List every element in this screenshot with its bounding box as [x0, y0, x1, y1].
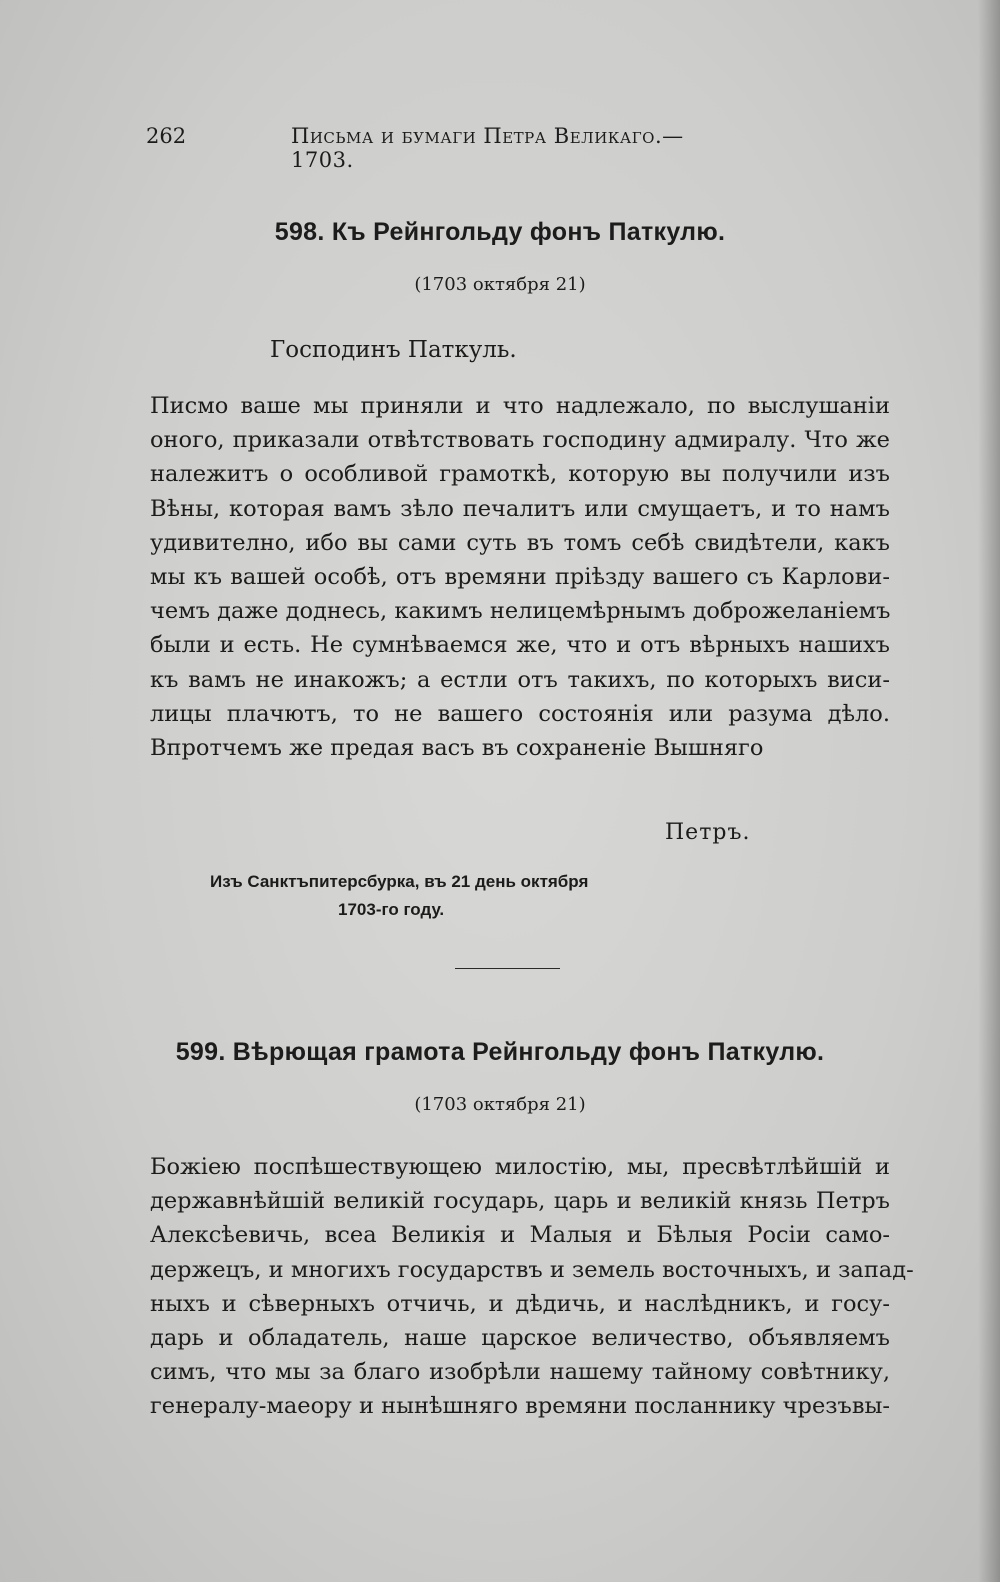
body-line: чемъ даже доднесь, какимъ нелицемѣрнымъ доброжеланiемъ: [150, 598, 891, 625]
body-line: мы къ вашей особѣ, отъ времяни прiѣзду вашего съ Карлови-: [150, 563, 890, 590]
place-date-line-2: 1703-го году.: [338, 900, 445, 919]
letter-599-body: [150, 1150, 914, 1424]
body-line: удивително, ибо вы сами суть въ томъ себѣ свидѣтели, какъ: [150, 529, 890, 556]
body-line: симъ, что мы за благо изобрѣли нашему тайному совѣтнику,: [150, 1359, 890, 1386]
body-line: Божiею поспѣшествующею милостiю, мы, пресвѣтлѣйшiй и: [150, 1154, 890, 1180]
body-line: ныхъ и сѣверныхъ отчичь, и дѣдичь, и наслѣдникъ, и госу-: [150, 1290, 890, 1317]
letter-598-signature: Петръ.: [665, 820, 751, 845]
body-line: дарь и обладатель, наше царское величество, объявляемъ: [150, 1324, 890, 1351]
body-line: генералу-маеору и нынѣшняго времяни посланнику чрезъвы-: [150, 1393, 891, 1420]
body-line: лицы плачютъ, то не вашего состоянiя или разума дѣло.: [150, 700, 890, 727]
body-line: оного, приказали отвѣтствовать господину адмиралу. Что же: [150, 427, 890, 454]
body-line: належитъ о особливой грамоткѣ, которую вы получили изъ: [150, 461, 890, 488]
running-header: [146, 124, 746, 172]
body-line: были и есть. Не сумнѣваемся же, что и отъ вѣрныхъ нашихъ: [150, 632, 890, 659]
body-line: Писмо ваше мы приняли и что надлежало, по выслушанiи: [150, 393, 890, 419]
letter-598-salutation: Господинъ Паткуль.: [270, 337, 517, 363]
body-line: державнѣйшiй великiй государь, царь и великiй князь Петръ: [150, 1188, 890, 1215]
letter-598-title: 598. Къ Рейнгольду фонъ Паткулю.: [274, 218, 726, 246]
letter-598-date: (1703 октября 21): [414, 274, 586, 295]
body-line: держецъ, и многихъ государствъ и земель восточныхъ, и запад-: [150, 1256, 914, 1283]
running-header-title: Письма и бумаги Петра Великаго.—1703.: [291, 124, 684, 172]
body-line: къ вамъ не инакожъ; а естли отъ такихъ, по которыхъ виси-: [150, 666, 890, 693]
letter-598-body: [150, 389, 890, 765]
body-line: Вѣны, которая вамъ зѣло печалитъ или смущаетъ, и то намъ: [150, 495, 890, 522]
letter-598-place-date: [210, 868, 588, 924]
body-line: Впротчемъ же предая васъ въ сохраненiе Вышняго: [150, 734, 764, 761]
letter-599-date: (1703 октября 21): [414, 1094, 586, 1115]
page-number: 262: [146, 124, 187, 148]
section-separator: [455, 968, 560, 969]
place-date-line-1: Изъ Санктъпитерсбурка, въ 21 день октября: [210, 872, 589, 891]
body-line: Алексѣевичь, всеа Великiя и Малыя и Бѣлыя Росiи само-: [150, 1222, 890, 1249]
letter-599-title: 599. Вѣрющая грамота Рейнгольду фонъ Паткулю.: [175, 1038, 825, 1066]
